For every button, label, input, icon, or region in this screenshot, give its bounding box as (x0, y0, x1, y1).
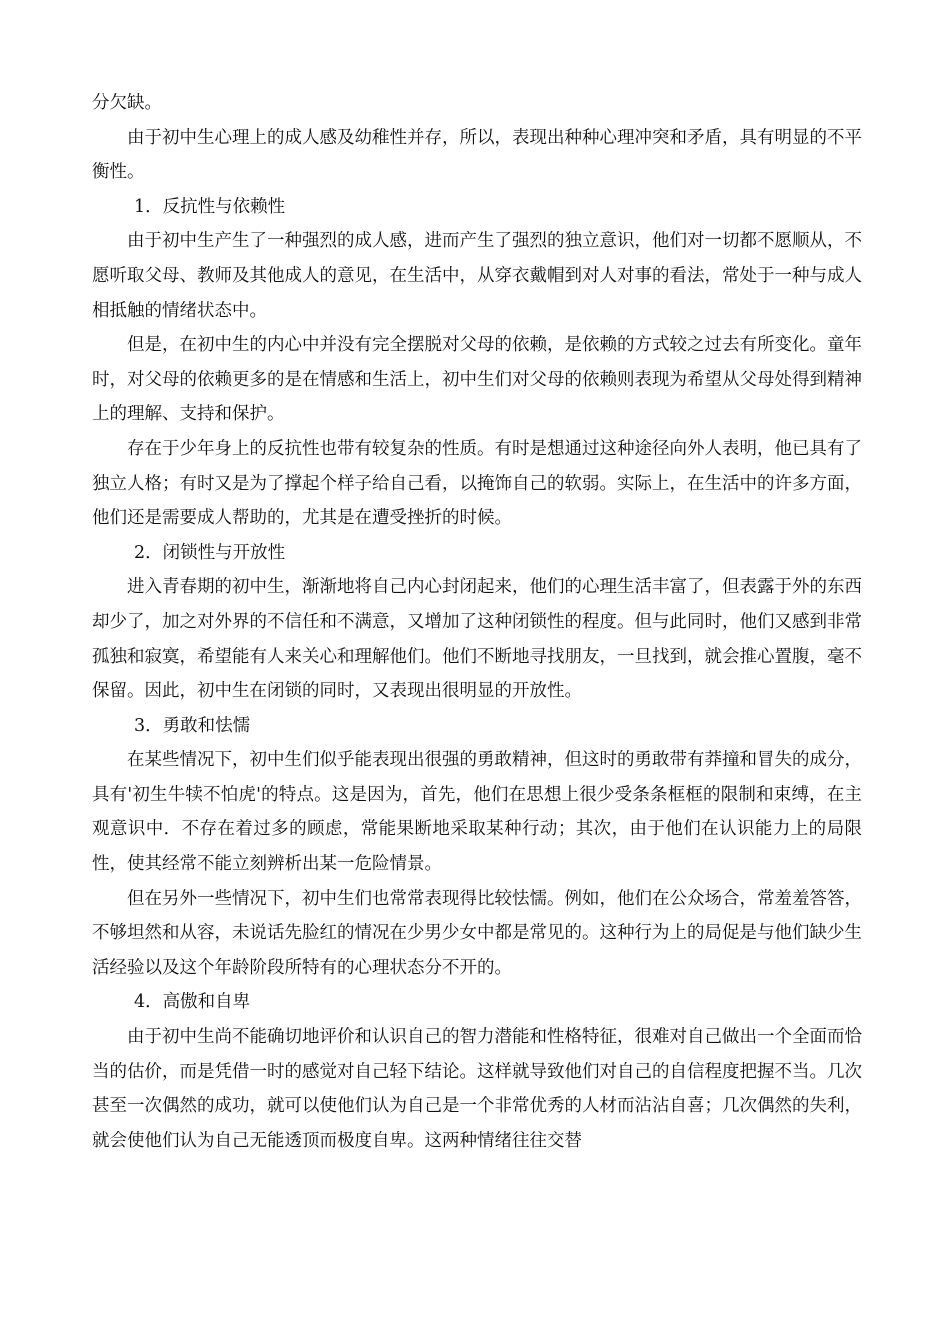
paragraph: 进入青春期的初中生，渐渐地将自己内心封闭起来，他们的心理生活丰富了，但表露于外的东西却少了，加之对外界的不信任和不满意，又增加了这种闭锁性的程度。但与此同时，他们又感到非常孤独和寂寞，希望能有人来关心和理解他们。他们不断地寻找朋友，一旦找到，就会推心置腹，毫不保留。因此，初中生在闭锁的同时，又表现出很明显的开放性。 (92, 577, 862, 702)
section-heading-3: 3．勇敢和怯懦 (134, 715, 251, 736)
paragraph: 由于初中生尚不能确切地评价和认识自己的智力潜能和性格特征，很难对自己做出一个全面而恰当的估价，而是凭借一时的感觉对自己轻下结论。这样就导致他们对自己的自信程度把握不当。几次甚至一次偶然的成功，就可以使他们认为自己是一个非常优秀的人材而沾沾自喜；几次偶然的失利，就会使他们认为自己无能透顶而极度自卑。这两种情绪往往交替 (92, 1027, 862, 1151)
paragraph: 由于初中生产生了一种强烈的成人感，进而产生了强烈的独立意识，他们对一切都不愿顺从，不愿听取父母、教师及其他成人的意见，在生活中，从穿衣戴帽到对人对事的看法，常处于一种与成人相抵触的情绪状态中。 (92, 231, 862, 321)
section-heading-2: 2．闭锁性与开放性 (134, 542, 286, 563)
paragraph: 在某些情况下，初中生们似乎能表现出很强的勇敢精神，但这时的勇敢带有莽撞和冒失的成分，具有'初生牛犊不怕虎'的特点。这是因为，首先，他们在思想上很少受条条框框的限制和束缚，在主观意识中．不存在着过多的顾虑，常能果断地采取某种行动；其次，由于他们在认识能力上的局限性，使其经常不能立刻辨析出某一危险情景。 (92, 750, 862, 875)
paragraph-intro: 由于初中生心理上的成人感及幼稚性并存，所以，表现出种种心理冲突和矛盾，具有明显的不平衡性。 (92, 127, 862, 183)
paragraph: 但在另外一些情况下，初中生们也常常表现得比较怯懦。例如，他们在公众场合，常羞羞答答，不够坦然和从容，未说话先脸红的情况在少男少女中都是常见的。这种行为上的局促是与他们缺少生活经验以及这个年龄阶段所特有的心理状态分不开的。 (92, 888, 862, 978)
paragraph-continued: 分欠缺。 (92, 93, 162, 113)
section-heading-4: 4．高傲和自卑 (134, 992, 251, 1013)
section-heading-1: 1．反抗性与依赖性 (134, 196, 286, 217)
paragraph: 但是，在初中生的内心中并没有完全摆脱对父母的依赖，是依赖的方式较之过去有所变化。童年时，对父母的依赖更多的是在情感和生活上，初中生们对父母的依赖则表现为希望从父母处得到精神上的理解、支持和保护。 (92, 335, 862, 425)
body-text (92, 86, 862, 1158)
paragraph: 存在于少年身上的反抗性也带有较复杂的性质。有时是想通过这种途径向外人表明，他已具有了独立人格；有时又是为了撑起个样子给自己看，以掩饰自己的软弱。实际上，在生活中的许多方面，他们还是需要成人帮助的，尤其是在遭受挫折的时候。 (92, 438, 862, 529)
